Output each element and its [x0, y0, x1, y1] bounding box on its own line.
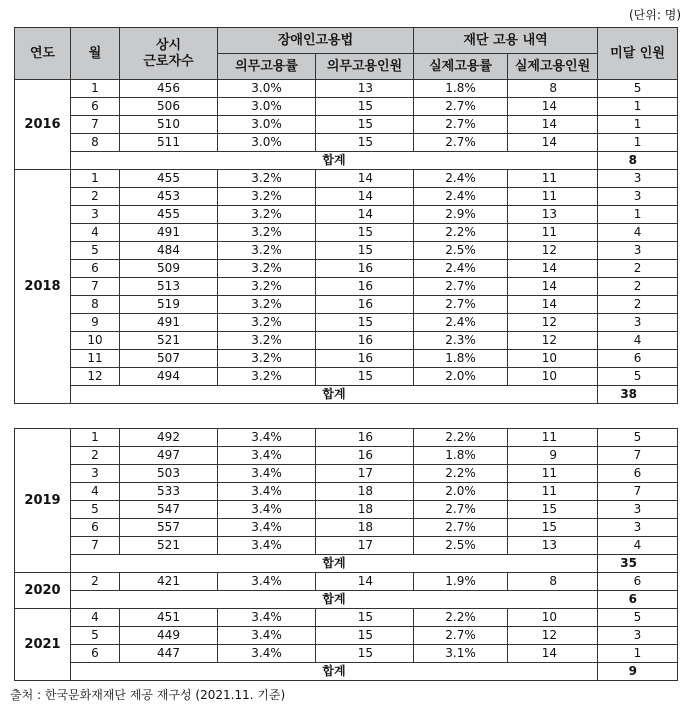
table-cell: 421	[120, 573, 218, 591]
table-row	[15, 260, 678, 278]
table-cell: 2.7%	[414, 278, 508, 296]
sum-value: 8	[598, 152, 678, 170]
table-cell: 2.7%	[414, 116, 508, 134]
table-cell: 2.9%	[414, 206, 508, 224]
table-cell: 533	[120, 483, 218, 501]
table-cell: 2.7%	[414, 134, 508, 152]
table-row	[15, 537, 678, 555]
table-cell: 12	[508, 627, 598, 645]
table-cell: 17	[316, 537, 414, 555]
table-cell: 11	[508, 483, 598, 501]
table-cell: 15	[316, 98, 414, 116]
table-cell: 3.0%	[218, 98, 316, 116]
table-cell: 14	[508, 296, 598, 314]
table-cell: 16	[316, 332, 414, 350]
table-cell: 6	[71, 260, 120, 278]
table-cell: 2.5%	[414, 242, 508, 260]
table-cell: 14	[508, 98, 598, 116]
table-cell: 4	[598, 537, 678, 555]
table-cell: 11	[508, 170, 598, 188]
header-mandatory-rate: 의무고용률	[218, 54, 316, 80]
table-cell: 2	[71, 188, 120, 206]
year-cell: 2019	[15, 429, 71, 573]
table-cell: 3.2%	[218, 188, 316, 206]
table-cell: 11	[508, 188, 598, 206]
header-actual-count: 실제고용인원	[508, 54, 598, 80]
table-cell: 1.8%	[414, 447, 508, 465]
table-cell: 3.2%	[218, 350, 316, 368]
table-cell: 15	[508, 501, 598, 519]
table-cell: 6	[598, 465, 678, 483]
table-cell: 3.2%	[218, 296, 316, 314]
table-row	[15, 278, 678, 296]
table-cell: 506	[120, 98, 218, 116]
sum-value: 9	[598, 663, 678, 681]
table-cell: 1.9%	[414, 573, 508, 591]
header-month: 월	[71, 28, 120, 80]
sum-label: 합계	[71, 555, 598, 573]
table-cell: 455	[120, 206, 218, 224]
table-cell: 2.7%	[414, 98, 508, 116]
table-row	[15, 627, 678, 645]
table-cell: 2.2%	[414, 224, 508, 242]
table-row	[15, 447, 678, 465]
table-cell: 7	[71, 116, 120, 134]
table-cell: 16	[316, 260, 414, 278]
table-cell: 4	[71, 483, 120, 501]
table-cell: 1	[71, 170, 120, 188]
table-cell: 18	[316, 483, 414, 501]
header-foundation-group: 재단 고용 내역	[414, 28, 598, 54]
table-cell: 10	[508, 609, 598, 627]
table-cell: 3.2%	[218, 314, 316, 332]
table-row	[15, 429, 678, 447]
table-cell: 5	[598, 429, 678, 447]
table-cell: 7	[71, 278, 120, 296]
table-cell: 3.4%	[218, 429, 316, 447]
table-cell: 3.4%	[218, 573, 316, 591]
sum-row	[15, 152, 678, 170]
table-cell: 1	[598, 206, 678, 224]
table-row	[15, 116, 678, 134]
table-cell: 3.0%	[218, 80, 316, 98]
table-cell: 15	[316, 368, 414, 386]
table-cell: 3.2%	[218, 278, 316, 296]
table-cell: 8	[508, 573, 598, 591]
table-cell: 13	[508, 206, 598, 224]
table-row	[15, 98, 678, 116]
table-cell: 5	[71, 627, 120, 645]
employment-table-2019-2021	[14, 428, 678, 681]
table-cell: 5	[598, 368, 678, 386]
table-cell: 3.0%	[218, 134, 316, 152]
table-cell: 14	[316, 188, 414, 206]
table-cell: 2.3%	[414, 332, 508, 350]
table-cell: 7	[598, 483, 678, 501]
table-row	[15, 332, 678, 350]
sum-label: 합계	[71, 591, 598, 609]
table-cell: 2.4%	[414, 170, 508, 188]
table-cell: 2.7%	[414, 519, 508, 537]
table-cell: 3.4%	[218, 627, 316, 645]
sum-label: 합계	[71, 663, 598, 681]
table-cell: 3.4%	[218, 447, 316, 465]
table-cell: 521	[120, 537, 218, 555]
table-cell: 449	[120, 627, 218, 645]
table-cell: 2.5%	[414, 537, 508, 555]
table-row	[15, 350, 678, 368]
table-cell: 16	[316, 429, 414, 447]
table-cell: 9	[508, 447, 598, 465]
table-cell: 13	[508, 537, 598, 555]
table-cell: 2.2%	[414, 429, 508, 447]
sum-value: 6	[598, 591, 678, 609]
table-cell: 519	[120, 296, 218, 314]
table-cell: 14	[508, 278, 598, 296]
table-row	[15, 483, 678, 501]
header-law-group: 장애인고용법	[218, 28, 414, 54]
sum-label: 합계	[71, 386, 598, 404]
table-cell: 6	[71, 519, 120, 537]
table-cell: 451	[120, 609, 218, 627]
table-cell: 13	[316, 80, 414, 98]
table-cell: 10	[71, 332, 120, 350]
table-cell: 507	[120, 350, 218, 368]
table-cell: 510	[120, 116, 218, 134]
table-cell: 18	[316, 519, 414, 537]
table-row	[15, 206, 678, 224]
table-cell: 10	[508, 350, 598, 368]
table-cell: 11	[508, 465, 598, 483]
table-cell: 1	[598, 116, 678, 134]
table-cell: 3	[598, 519, 678, 537]
table-cell: 2.2%	[414, 609, 508, 627]
table-cell: 3.4%	[218, 645, 316, 663]
table-cell: 15	[316, 134, 414, 152]
table-cell: 15	[316, 224, 414, 242]
table-cell: 15	[316, 242, 414, 260]
table-row	[15, 519, 678, 537]
table-cell: 3.4%	[218, 537, 316, 555]
table-cell: 3.4%	[218, 609, 316, 627]
table-cell: 3.4%	[218, 483, 316, 501]
table-cell: 1	[71, 80, 120, 98]
table-cell: 3.2%	[218, 206, 316, 224]
sum-row	[15, 555, 678, 573]
year-cell: 2018	[15, 170, 71, 404]
sum-value: 38	[598, 386, 678, 404]
table-cell: 17	[316, 465, 414, 483]
table-cell: 5	[598, 609, 678, 627]
table-row	[15, 224, 678, 242]
table-cell: 3	[598, 627, 678, 645]
table-cell: 12	[508, 332, 598, 350]
table-cell: 557	[120, 519, 218, 537]
table-cell: 2.7%	[414, 296, 508, 314]
table-cell: 4	[71, 609, 120, 627]
table-cell: 2.4%	[414, 188, 508, 206]
sum-value: 35	[598, 555, 678, 573]
table-cell: 3.2%	[218, 332, 316, 350]
table-cell: 7	[71, 537, 120, 555]
table-row	[15, 573, 678, 591]
table-cell: 2	[71, 447, 120, 465]
table-cell: 6	[71, 645, 120, 663]
table-row	[15, 314, 678, 332]
table-cell: 3.2%	[218, 170, 316, 188]
table-cell: 2.4%	[414, 260, 508, 278]
unit-note: (단위: 명)	[629, 8, 681, 22]
table-cell: 10	[508, 368, 598, 386]
table-cell: 503	[120, 465, 218, 483]
table-cell: 3	[598, 188, 678, 206]
table-cell: 16	[316, 350, 414, 368]
table-cell: 16	[316, 296, 414, 314]
table-cell: 2.4%	[414, 314, 508, 332]
table-cell: 2	[598, 278, 678, 296]
table-cell: 2	[71, 573, 120, 591]
year-cell: 2016	[15, 80, 71, 170]
table-cell: 511	[120, 134, 218, 152]
table-row	[15, 645, 678, 663]
table-cell: 12	[71, 368, 120, 386]
table-cell: 491	[120, 224, 218, 242]
year-cell: 2021	[15, 609, 71, 681]
table-row	[15, 368, 678, 386]
table-cell: 1.8%	[414, 350, 508, 368]
sum-label: 합계	[71, 152, 598, 170]
table-cell: 3	[598, 314, 678, 332]
table-cell: 1	[598, 98, 678, 116]
table-cell: 455	[120, 170, 218, 188]
table-cell: 509	[120, 260, 218, 278]
sum-row	[15, 663, 678, 681]
table-cell: 3.2%	[218, 224, 316, 242]
table-cell: 447	[120, 645, 218, 663]
table-cell: 11	[71, 350, 120, 368]
table-cell: 494	[120, 368, 218, 386]
table-row	[15, 80, 678, 98]
table-row	[15, 609, 678, 627]
table-cell: 1	[71, 429, 120, 447]
table-row	[15, 242, 678, 260]
header-shortfall: 미달 인원	[598, 28, 678, 80]
table-cell: 521	[120, 332, 218, 350]
table-cell: 5	[71, 242, 120, 260]
table-cell: 7	[598, 447, 678, 465]
table-cell: 3.2%	[218, 368, 316, 386]
table-cell: 3.2%	[218, 242, 316, 260]
source-note: 출처 : 한국문화재재단 제공 재구성 (2021.11. 기준)	[10, 688, 286, 702]
table-cell: 513	[120, 278, 218, 296]
table-cell: 15	[508, 519, 598, 537]
table-cell: 15	[316, 314, 414, 332]
table-cell: 14	[508, 116, 598, 134]
table-row	[15, 134, 678, 152]
table-cell: 3	[598, 242, 678, 260]
table-row	[15, 188, 678, 206]
table-cell: 2.0%	[414, 368, 508, 386]
table-cell: 9	[71, 314, 120, 332]
table-cell: 497	[120, 447, 218, 465]
table-cell: 3.4%	[218, 519, 316, 537]
table-row	[15, 170, 678, 188]
table-cell: 1	[598, 134, 678, 152]
table-cell: 18	[316, 501, 414, 519]
header-mandatory-count: 의무고용인원	[316, 54, 414, 80]
table-cell: 6	[598, 573, 678, 591]
table-cell: 8	[508, 80, 598, 98]
header-year: 연도	[15, 28, 71, 80]
table-cell: 1	[598, 645, 678, 663]
table-cell: 14	[316, 170, 414, 188]
table-cell: 4	[598, 332, 678, 350]
table-cell: 15	[316, 627, 414, 645]
table-cell: 2.0%	[414, 483, 508, 501]
table-cell: 484	[120, 242, 218, 260]
table-cell: 3	[71, 465, 120, 483]
table-cell: 456	[120, 80, 218, 98]
table-cell: 14	[316, 206, 414, 224]
table-cell: 3.4%	[218, 501, 316, 519]
table-cell: 6	[598, 350, 678, 368]
table-cell: 16	[316, 278, 414, 296]
table-cell: 8	[71, 134, 120, 152]
table-cell: 16	[316, 447, 414, 465]
table-cell: 5	[71, 501, 120, 519]
table-cell: 14	[508, 134, 598, 152]
table-cell: 3	[598, 170, 678, 188]
table-cell: 6	[71, 98, 120, 116]
table-cell: 11	[508, 224, 598, 242]
table-cell: 14	[508, 645, 598, 663]
sum-row	[15, 591, 678, 609]
employment-table-2016-2018	[14, 27, 678, 404]
table-cell: 492	[120, 429, 218, 447]
table-row	[15, 501, 678, 519]
table-cell: 15	[316, 645, 414, 663]
table-cell: 3	[598, 501, 678, 519]
table-cell: 14	[508, 260, 598, 278]
table-cell: 8	[71, 296, 120, 314]
table-row	[15, 296, 678, 314]
table-cell: 15	[316, 116, 414, 134]
table-cell: 2.7%	[414, 627, 508, 645]
table-cell: 3.4%	[218, 465, 316, 483]
table-cell: 3	[71, 206, 120, 224]
header-workers: 상시 근로자수	[120, 28, 218, 80]
table-cell: 2.2%	[414, 465, 508, 483]
table-cell: 453	[120, 188, 218, 206]
table-cell: 5	[598, 80, 678, 98]
table-cell: 547	[120, 501, 218, 519]
table-cell: 3.2%	[218, 260, 316, 278]
table-cell: 3.1%	[414, 645, 508, 663]
year-cell: 2020	[15, 573, 71, 609]
header-actual-rate: 실제고용률	[414, 54, 508, 80]
sum-row	[15, 386, 678, 404]
table-cell: 1.8%	[414, 80, 508, 98]
table-cell: 2	[598, 260, 678, 278]
table-cell: 14	[316, 573, 414, 591]
table-cell: 3.0%	[218, 116, 316, 134]
table-cell: 11	[508, 429, 598, 447]
table-row	[15, 465, 678, 483]
table-cell: 4	[598, 224, 678, 242]
table-cell: 12	[508, 314, 598, 332]
table-cell: 2.7%	[414, 501, 508, 519]
table-cell: 15	[316, 609, 414, 627]
table-cell: 491	[120, 314, 218, 332]
table-cell: 12	[508, 242, 598, 260]
table-cell: 4	[71, 224, 120, 242]
table-cell: 2	[598, 296, 678, 314]
